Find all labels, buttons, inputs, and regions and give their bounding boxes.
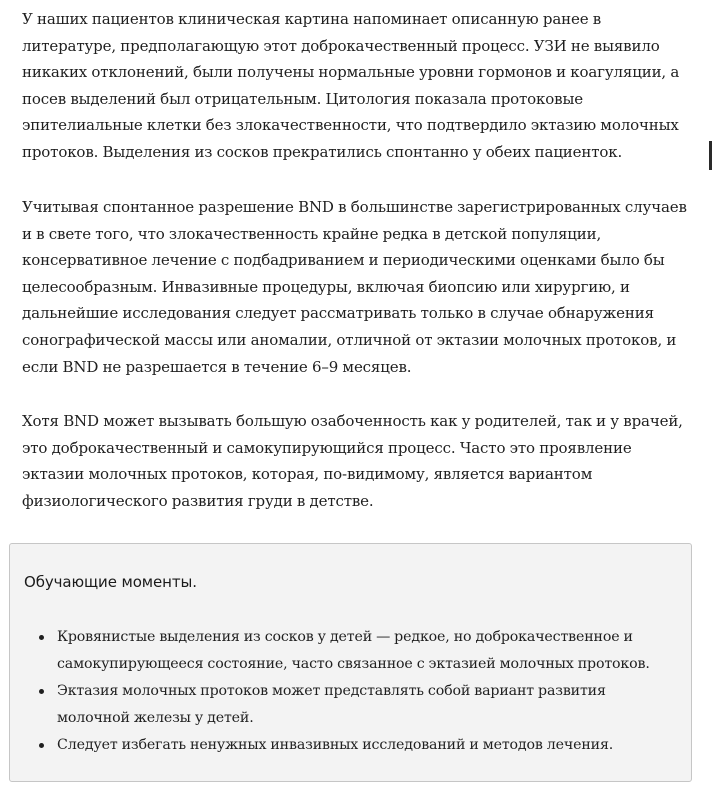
teaching-points-list xyxy=(24,624,674,760)
list-item-text: Следует избегать ненужных инвазивных исследований и методов лечения. xyxy=(57,737,614,754)
list-item xyxy=(24,624,674,677)
bullet-icon xyxy=(39,635,44,640)
paragraph-case-findings: У наших пациентов клиническая картина напоминает описанную ранее в литературе, предполагающую этот доброкачественный процесс. УЗИ не выявило никаких отклонений, были получены нормальные уровни гормонов и коагуляции, а посев выделений был отрицательным. Цитология показала протоковые эпителиальные клетки без злокачественности, что подтвердило эктазию молочных протоков. Выделения из сосков прекратились спонтанно у обеих пациенток. xyxy=(22,10,680,161)
paragraph-conclusion: Хотя BND может вызывать большую озабоченность как у родителей, так и у врачей, это доброкачественный и самокупирующийся процесс. Часто это проявление эктазии молочных протоков, которая, по-видимому, является вариантом физиологического развития груди в детстве. xyxy=(22,412,683,510)
list-item-text: Кровянистые выделения из сосков у детей — редкое, но доброкачественное и самокупирующееся состояние, часто связанное с эктазией молочных протоков. xyxy=(57,629,650,672)
bullet-icon xyxy=(39,743,44,748)
list-item-text: Эктазия молочных протоков может представлять собой вариант развития молочной железы у детей. xyxy=(57,683,606,726)
teaching-points-box xyxy=(9,543,692,782)
list-item xyxy=(24,732,674,759)
bullet-icon xyxy=(39,689,44,694)
list-item xyxy=(24,678,674,731)
paragraph-management: Учитывая спонтанное разрешение BND в большинстве зарегистрированных случаев и в свете того, что злокачественность крайне редка в детской популяции, консервативное лечение с подбадриванием и периодическими оценками было бы целесообразным. Инвазивные процедуры, включая биопсию или хирургию, и дальнейшие исследования следует рассматривать только в случае обнаружения сонографической массы или аномалии, отличной от эктазии молочных протоков, и если BND не разрешается в течение 6–9 месяцев. xyxy=(22,198,687,376)
teaching-points-title: Обучающие моменты. xyxy=(24,573,197,591)
scrollbar-thumb[interactable] xyxy=(709,141,712,170)
